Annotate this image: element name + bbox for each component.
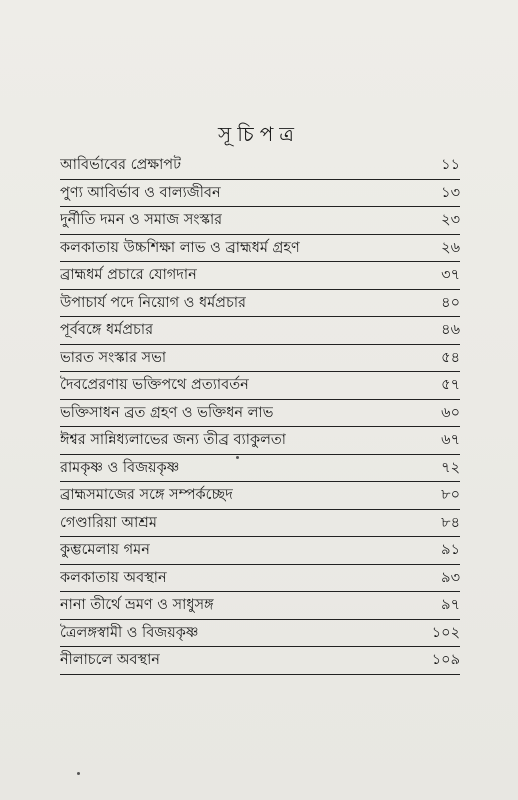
toc-entry-title: নানা তীর্থে ভ্রমণ ও সাধুসঙ্গ — [60, 597, 214, 613]
toc-entry-title: ঈশ্বর সান্নিধ্যলাভের জন্য তীব্র ব্যাকুলতা — [60, 432, 286, 448]
toc-entry-page-number: ২৬ — [441, 239, 460, 256]
toc-entry — [60, 262, 460, 290]
toc-entry-page-number: ৬৭ — [441, 432, 460, 448]
toc-entry — [60, 537, 460, 565]
toc-entry — [60, 345, 460, 373]
toc-entry-page-number: ৯৭ — [441, 597, 460, 613]
paper-speck — [236, 456, 239, 459]
toc-entry-page-number: ৮৪ — [441, 514, 460, 531]
toc-entry-title: পূর্ববঙ্গে ধর্মপ্রচার — [60, 322, 154, 338]
toc-entry — [60, 180, 460, 208]
toc-entry-page-number: ৯১ — [441, 542, 460, 558]
toc-entry-page-number: ১০২ — [431, 624, 460, 641]
toc-entry-title: পুণ্য আবির্ভাব ও বাল্যজীবন — [60, 184, 221, 201]
toc-entry-title: ব্রাহ্মধর্ম প্রচারে যোগদান — [60, 267, 197, 283]
toc-entry-title: ব্রাহ্মসমাজের সঙ্গে সম্পর্কচ্ছেদ — [60, 487, 233, 503]
toc-entry-page-number: ২৩ — [441, 212, 460, 228]
paper-speck — [77, 772, 80, 775]
toc-entry — [60, 235, 460, 263]
toc-entry-title: দৈবপ্রেরণায় ভক্তিপথে প্রত্যাবর্তন — [60, 377, 249, 393]
toc-entry — [60, 372, 460, 400]
toc-entry-page-number: ৫৭ — [441, 377, 460, 393]
toc-entry-title: গেণ্ডারিয়া আশ্রম — [60, 514, 157, 531]
toc-entry — [60, 290, 460, 318]
toc-entry — [60, 152, 460, 180]
page-title: সূচিপত্র — [218, 122, 300, 146]
toc-entry-title: নীলাচলে অবস্থান — [60, 652, 160, 668]
toc-entry — [60, 592, 460, 620]
toc-entry — [60, 510, 460, 538]
toc-entry — [60, 427, 460, 455]
toc-entry-page-number: ৭২ — [441, 459, 460, 476]
toc-entry-page-number: ১১ — [441, 157, 460, 173]
toc-entry — [60, 565, 460, 593]
toc-entry-title: কলকাতায় অবস্থান — [60, 569, 167, 586]
toc-entry — [60, 620, 460, 648]
toc-entry-page-number: ৪৬ — [441, 322, 460, 338]
toc-entry-page-number: ৫৪ — [441, 349, 460, 366]
toc-entry — [60, 455, 460, 483]
toc-entry-page-number: ৯৩ — [441, 569, 460, 586]
toc-entry-title: ভক্তিসাধন ব্রত গ্রহণ ও ভক্তিধন লাভ — [60, 404, 274, 421]
toc-entry — [60, 207, 460, 235]
toc-entry-title: কলকাতায় উচ্চশিক্ষা লাভ ও ব্রাহ্মধর্ম গ্রহণ — [60, 239, 300, 256]
toc-entry-title: ভারত সংস্কার সভা — [60, 349, 167, 366]
toc-entry-page-number: ৩৭ — [441, 267, 460, 283]
toc-entry-page-number: ৮০ — [441, 487, 460, 503]
toc-entry-page-number: ৪০ — [441, 294, 460, 311]
toc-entry-title: উপাচার্য পদে নিয়োগ ও ধর্মপ্রচার — [60, 294, 247, 311]
toc-entry — [60, 400, 460, 428]
toc-entry-title: ত্রৈলঙ্গস্বামী ও বিজয়কৃষ্ণ — [60, 624, 199, 641]
toc-entry — [60, 482, 460, 510]
toc-entry — [60, 317, 460, 345]
toc-entry-title: রামকৃষ্ণ ও বিজয়কৃষ্ণ — [60, 459, 180, 476]
toc-entry-page-number: ১৩ — [441, 184, 460, 201]
toc-entry-title: দুর্নীতি দমন ও সমাজ সংস্কার — [60, 212, 223, 228]
table-of-contents — [60, 152, 460, 675]
toc-entry-title: কুম্ভমেলায় গমন — [60, 542, 150, 558]
toc-entry-page-number: ১০৯ — [431, 652, 460, 668]
toc-entry-title: আবির্ভাবের প্রেক্ষাপট — [60, 157, 182, 173]
toc-entry — [60, 647, 460, 675]
toc-entry-page-number: ৬০ — [441, 404, 460, 421]
